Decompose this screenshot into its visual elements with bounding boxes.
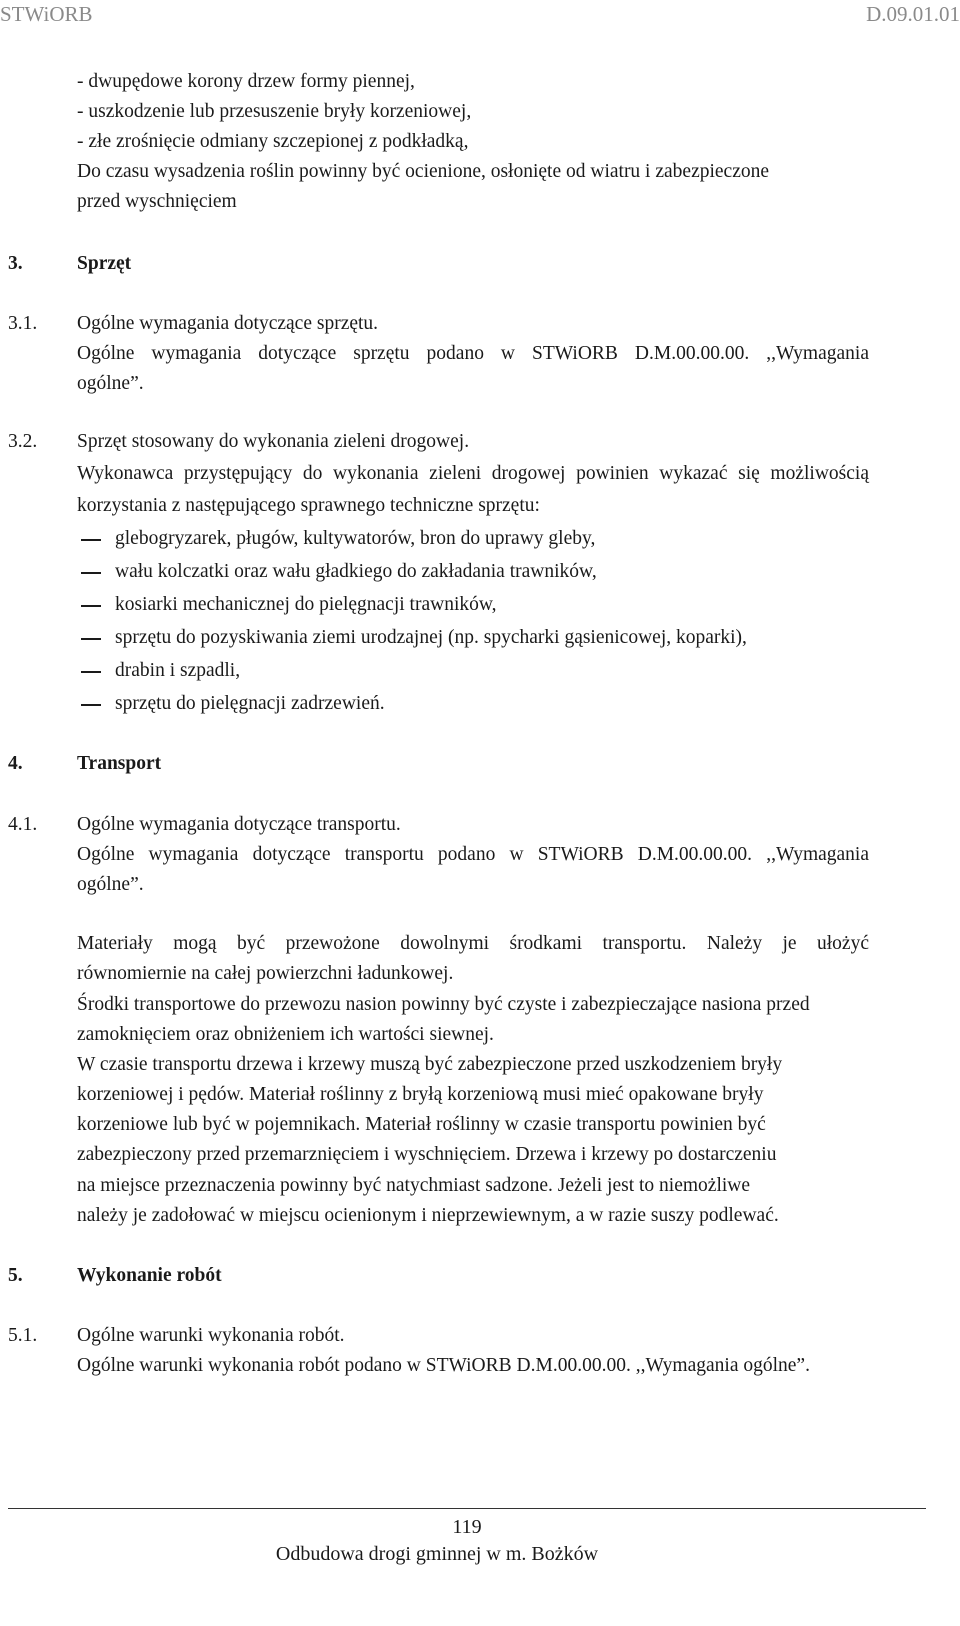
transport-paragraph-line: W czasie transportu drzewa i krzewy muszą być zabezpieczone przed uszkodzeniem bryły	[77, 1054, 783, 1075]
section-3-2-title: Sprzęt stosowany do wykonania zieleni drogowej.	[77, 431, 470, 452]
header-spec-code: D.09.01.01	[866, 2, 960, 26]
intro-paragraph-line: przed wyschnięciem	[77, 191, 237, 212]
section-4-1-line: ogólne”.	[77, 874, 144, 895]
transport-paragraph-line: należy je zadołować w miejscu ocienionym i nieprzewiewnym, a w razie suszy podlewać.	[77, 1205, 779, 1226]
section-4-title: Transport	[77, 753, 162, 774]
equipment-list-item: kosiarki mechanicznej do pielęgnacji trawników,	[115, 594, 497, 615]
transport-paragraph-line: Materiały mogą być przewożone dowolnymi środkami transportu. Należy je ułożyć	[77, 933, 869, 954]
section-5-1-number: 5.1.	[8, 1325, 38, 1346]
section-3-number: 3.	[8, 253, 23, 274]
transport-paragraph-line: na miejsce przeznaczenia powinny być natychmiast sadzone. Jeżeli jest to niemożliwe	[77, 1175, 751, 1196]
equipment-list-item: wału kolczatki oraz wału gładkiego do zakładania trawników,	[115, 561, 597, 582]
equipment-list-item: glebogryzarek, pługów, kultywatorów, bron do uprawy gleby,	[115, 528, 596, 549]
transport-paragraph-line: Środki transportowe do przewozu nasion powinny być czyste i zabezpieczające nasiona przed	[77, 994, 810, 1015]
footer-rule	[8, 1508, 926, 1509]
intro-list-item: - dwupędowe korony drzew formy piennej,	[77, 71, 415, 92]
intro-list-item: - złe zrośnięcie odmiany szczepionej z podkładką,	[77, 131, 469, 152]
header-spec-name: STWiORB	[0, 2, 93, 26]
section-3-2-number: 3.2.	[8, 431, 38, 452]
page-number: 119	[452, 1516, 482, 1538]
section-3-1-line: ogólne”.	[77, 373, 144, 394]
list-dash	[81, 704, 101, 706]
list-dash	[81, 605, 101, 607]
equipment-list-item: drabin i szpadli,	[115, 660, 241, 681]
list-dash	[81, 539, 101, 541]
transport-paragraph-line: korzeniowej i pędów. Materiał roślinny z bryłą korzeniową musi mieć opakowane bryły	[77, 1084, 764, 1105]
section-5-1-title: Ogólne warunki wykonania robót.	[77, 1325, 345, 1346]
transport-paragraph-line: równomiernie na całej powierzchni ładunkowej.	[77, 963, 454, 984]
section-3-1-number: 3.1.	[8, 313, 38, 334]
section-4-number: 4.	[8, 753, 23, 774]
list-dash	[81, 671, 101, 673]
section-4-1-line: Ogólne wymagania dotyczące transportu podano w STWiORB D.M.00.00.00. ,,Wymagania	[77, 844, 869, 865]
section-4-1-title: Ogólne wymagania dotyczące transportu.	[77, 814, 401, 835]
section-4-1-number: 4.1.	[8, 814, 38, 835]
intro-list-item: - uszkodzenie lub przesuszenie bryły korzeniowej,	[77, 101, 472, 122]
section-5-1-line: Ogólne warunki wykonania robót podano w STWiORB D.M.00.00.00. ,,Wymagania ogólne”.	[77, 1355, 810, 1376]
equipment-list-item: sprzętu do pielęgnacji zadrzewień.	[115, 693, 385, 714]
section-3-1-line: Ogólne wymagania dotyczące sprzętu podano w STWiORB D.M.00.00.00. ,,Wymagania	[77, 343, 869, 364]
transport-paragraph-line: korzeniowe lub być w pojemnikach. Materiał roślinny w czasie transportu powinien być	[77, 1114, 766, 1135]
transport-paragraph-line: zamoknięciem oraz obniżeniem ich wartości siewnej.	[77, 1024, 494, 1045]
intro-paragraph-line: Do czasu wysadzenia roślin powinny być ocienione, osłonięte od wiatru i zabezpieczone	[77, 161, 770, 182]
list-dash	[81, 572, 101, 574]
section-3-2-line: korzystania z następującego sprawnego techniczne sprzętu:	[77, 495, 540, 516]
running-header	[0, 0, 960, 28]
section-3-2-line: Wykonawca przystępujący do wykonania zieleni drogowej powinien wykazać się możliwością	[77, 463, 869, 484]
section-5-title: Wykonanie robót	[77, 1265, 222, 1286]
section-3-title: Sprzęt	[77, 253, 132, 274]
section-5-number: 5.	[8, 1265, 23, 1286]
equipment-list-item: sprzętu do pozyskiwania ziemi urodzajnej (np. spycharki gąsienicowej, koparki),	[115, 627, 747, 648]
list-dash	[81, 638, 101, 640]
footer-project-name: Odbudowa drogi gminnej w m. Bożków	[275, 1543, 599, 1565]
section-3-1-title: Ogólne wymagania dotyczące sprzętu.	[77, 313, 379, 334]
transport-paragraph-line: zabezpieczony przed przemarznięciem i wyschnięciem. Drzewa i krzewy po dostarczeniu	[77, 1144, 777, 1165]
